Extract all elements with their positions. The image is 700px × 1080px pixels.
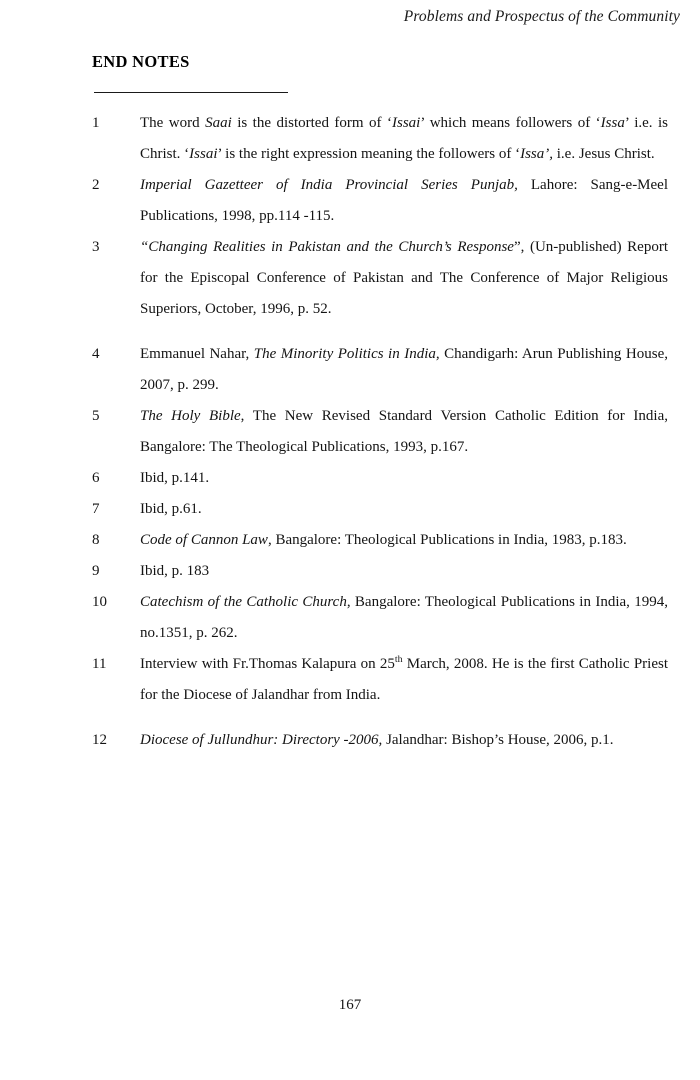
endnote-item — [92, 463, 668, 494]
endnote-item — [92, 587, 668, 649]
roman-text: ’ i.e. is Christ. ‘ — [140, 115, 668, 162]
endnote-item — [92, 108, 668, 170]
endnote-text — [140, 463, 668, 494]
endnotes-list — [92, 108, 668, 756]
endnote-item — [92, 401, 668, 463]
endnote-text — [140, 339, 668, 401]
endnote-item — [92, 525, 668, 556]
endnote-item — [92, 649, 668, 711]
endnote-item — [92, 725, 668, 756]
roman-text: March, 2008. He is the first Catholic Priest for the Diocese of Jalandhar from India. — [140, 656, 668, 703]
roman-text: Emmanuel Nahar, — [140, 346, 254, 362]
italic-title: Saai — [205, 115, 232, 131]
roman-text: ’ which means followers of ‘ — [420, 115, 601, 131]
endnote-text — [140, 587, 668, 649]
running-header: Problems and Prospectus of the Community — [403, 8, 680, 25]
ordinal-superscript: th — [394, 654, 403, 665]
page-title: END NOTES — [92, 52, 190, 71]
page-number: 167 — [338, 997, 362, 1013]
roman-text: , Bangalore: Theological Publications in India, 1983, p.183. — [267, 532, 627, 548]
italic-title: Issai — [392, 115, 421, 131]
endnote-number: 5 — [92, 408, 100, 424]
roman-text: Lahore: Sang-e-Meel Publications, 1998, pp.114 -115. — [140, 177, 669, 224]
endnote-item — [92, 232, 668, 325]
italic-title: Code of Cannon Law — [140, 532, 268, 548]
endnote-text — [140, 170, 668, 232]
endnote-item — [92, 556, 668, 587]
endnote-text — [140, 649, 668, 711]
roman-text: The word — [140, 115, 206, 131]
endnote-item — [92, 339, 668, 401]
endnote-number: 8 — [92, 532, 100, 548]
endnote-number: 1 — [92, 115, 100, 131]
endnote-text — [140, 725, 668, 756]
roman-text: ”, (Un-published) Report for the Episcopal Conference of Pakistan and The Conference of Major Religious Superiors, October, 1996, p. 52. — [140, 239, 668, 317]
endnote-item — [92, 494, 668, 525]
endnote-number: 4 — [92, 346, 100, 362]
endnote-number: 11 — [92, 656, 107, 672]
italic-title: The Minority Politics in India, — [253, 346, 440, 362]
roman-text: Ibid, p.141. — [140, 470, 210, 486]
endnote-number: 3 — [92, 239, 100, 255]
italic-title: Diocese of Jullundhur: Directory -2006, — [140, 732, 383, 748]
endnote-text — [140, 556, 668, 587]
title-divider — [94, 92, 288, 93]
italic-title: “Changing Realities in Pakistan and the Church’s Response — [140, 239, 514, 255]
endnote-text — [140, 108, 668, 170]
endnote-text — [140, 494, 668, 525]
italic-title: Issa’, — [520, 146, 554, 162]
roman-text: Interview with Fr.Thomas Kalapura on 25 — [140, 656, 395, 672]
endnote-number: 10 — [92, 594, 107, 610]
italic-title: Catechism of the Catholic Church — [140, 594, 347, 610]
endnote-number: 12 — [92, 732, 107, 748]
roman-text: is the distorted form of ‘ — [231, 115, 392, 131]
italic-title: Issai — [189, 146, 218, 162]
roman-text: i.e. Jesus Christ. — [553, 146, 655, 162]
roman-text: Ibid, p. 183 — [140, 563, 210, 579]
endnote-number: 7 — [92, 501, 100, 517]
endnote-text — [140, 525, 668, 556]
roman-text: Jalandhar: Bishop’s House, 2006, p.1. — [382, 732, 614, 748]
endnote-number: 2 — [92, 177, 100, 193]
roman-text: Ibid, p.61. — [140, 501, 202, 517]
endnote-text — [140, 401, 668, 463]
roman-text: , Bangalore: Theological Publications in India, 1994, no.1351, p. 262. — [140, 594, 668, 641]
italic-title: The Holy Bible — [140, 408, 241, 424]
roman-text: , The New Revised Standard Version Catholic Edition for India, Bangalore: The Theological Publications, 1993, p.167. — [140, 408, 668, 455]
endnote-number: 6 — [92, 470, 100, 486]
endnote-text — [140, 232, 668, 325]
endnote-number: 9 — [92, 563, 100, 579]
italic-title: Imperial Gazetteer of India Provincial Series Punjab, — [140, 177, 518, 193]
roman-text: ’ is the right expression meaning the followers of ‘ — [217, 146, 521, 162]
italic-title: Issa — [600, 115, 625, 131]
roman-text: Chandigarh: Arun Publishing House, 2007, p. 299. — [140, 346, 668, 393]
endnote-item — [92, 170, 668, 232]
